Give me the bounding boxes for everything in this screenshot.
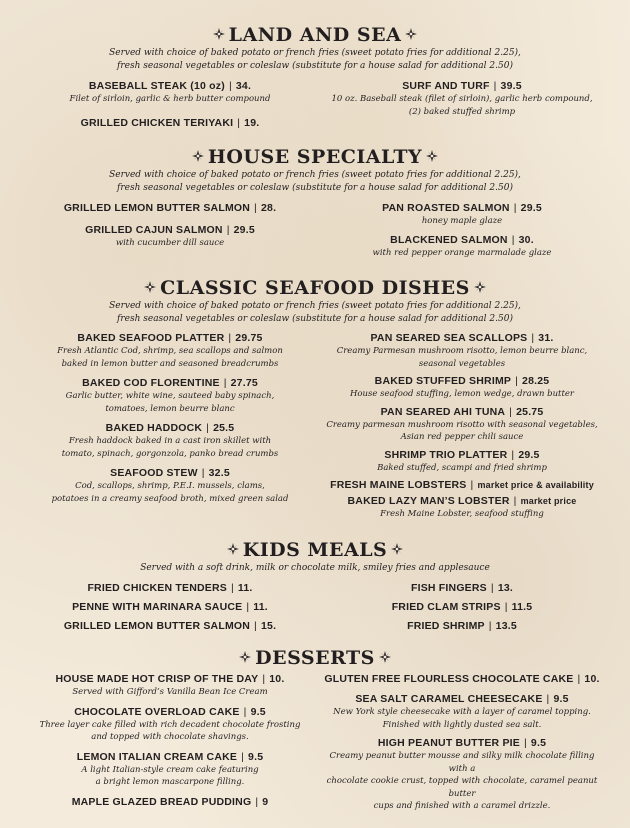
- item-description: baked in lemon butter and seasoned breadcrumbs: [61, 358, 279, 369]
- menu-item: HIGH PEANUT BUTTER PIE | 9.5 Creamy peanut butter mousse and silky milk chocolate filling with a chocolate cookie crust, topped with chocolate, caramel peanut butter cups and finished with a caramel drizzle.: [322, 736, 602, 813]
- item-name: PAN SEARED SEA SCALLOPS: [370, 332, 528, 344]
- item-name: HIGH PEANUT BUTTER PIE: [377, 737, 520, 749]
- compass-rose-icon: [239, 651, 251, 663]
- item-description: Creamy Parmesan mushroom risotto, lemon beurre blanc,: [336, 346, 588, 356]
- item-price: 25.5: [213, 422, 235, 434]
- item-price: 19.: [244, 116, 260, 129]
- item-description: cups and finished with a caramel drizzle.: [373, 801, 551, 811]
- item-description: with cucumber dill sauce: [115, 238, 225, 248]
- item-price: 29.5: [518, 448, 540, 461]
- compass-rose-icon: [144, 281, 156, 293]
- section-house-specialty: [0, 146, 630, 265]
- menu-item: SEAFOOD STEW | 32.5 Cod, scallops, shrimp, P.E.I. mussels, clams, potatoes in a creamy seafood broth, mixed green salad: [30, 466, 310, 505]
- section-title-text: LAND AND SEA: [228, 24, 402, 46]
- section-note-line: fresh seasonal vegetables or coleslaw (substitute for a house salad for additional 2.50): [117, 314, 513, 324]
- menu-item: PAN ROASTED SALMON | 29.5 honey maple glaze: [322, 201, 602, 228]
- item-price: 29.5: [520, 202, 542, 214]
- item-name: PENNE WITH MARINARA SAUCE: [72, 601, 243, 613]
- section-note: [0, 47, 630, 73]
- item-name: SEAFOOD STEW: [110, 467, 198, 479]
- item-description: Fresh Atlantic Cod, shrimp, sea scallops and salmon: [57, 346, 283, 356]
- item-description: Served with Gifford’s Vanilla Bean Ice Cream: [72, 687, 268, 697]
- menu-item: FISH FINGERS | 13.: [410, 582, 514, 594]
- section-note: [0, 169, 630, 195]
- compass-rose-icon: [474, 281, 486, 293]
- item-price: 10.: [584, 673, 600, 685]
- item-name: GRILLED LEMON BUTTER SALMON: [63, 620, 251, 632]
- compass-rose-icon: [379, 651, 391, 663]
- menu-item: BAKED COD FLORENTINE | 27.75 Garlic butter, white wine, sauteed baby spinach, tomatoes, lemon beurre blanc: [30, 376, 310, 415]
- item-price: 11.: [237, 582, 253, 594]
- item-price: 9.5: [553, 693, 569, 705]
- compass-rose-icon: [213, 28, 225, 40]
- section-note-line: fresh seasonal vegetables or coleslaw (substitute for a house salad for additional 2.50): [117, 61, 513, 71]
- section-title: [0, 277, 630, 299]
- item-description: New York style cheesecake with a layer of caramel topping.: [333, 707, 591, 717]
- item-name: GRILLED LEMON BUTTER SALMON: [63, 202, 251, 214]
- item-name: FRIED SHRIMP: [407, 620, 485, 632]
- item-price: 30.: [518, 233, 534, 246]
- section-note-line: fresh seasonal vegetables or coleslaw (substitute for a house salad for additional 2.50): [117, 183, 513, 193]
- item-price: 11.5: [511, 601, 533, 613]
- item-name: BAKED LAZY MAN’S LOBSTER: [347, 495, 510, 507]
- menu-item: GRILLED LEMON BUTTER SALMON | 28.: [63, 202, 277, 214]
- item-description: chocolate cookie crust, topped with chocolate, caramel peanut butter: [326, 776, 598, 799]
- compass-rose-icon: [426, 150, 438, 162]
- item-name: FRESH MAINE LOBSTERS: [330, 479, 467, 491]
- section-title: [0, 146, 630, 168]
- item-name: BAKED HADDOCK: [105, 422, 203, 434]
- section-note-line: Served with choice of baked potato or french fries (sweet potato fries for additional 2.25),: [109, 301, 521, 311]
- menu-item: FRESH MAINE LOBSTERS | market price & availability: [330, 479, 594, 491]
- item-price: 32.5: [208, 467, 230, 479]
- section-land-and-sea: [0, 24, 630, 133]
- section-note-line: Served with a soft drink, milk or chocolate milk, smiley fries and applesauce: [140, 563, 490, 573]
- section-note: [0, 300, 630, 326]
- section-title: [0, 647, 630, 669]
- menu-item: FRIED CHICKEN TENDERS | 11.: [87, 582, 253, 594]
- menu-item: HOUSE MADE HOT CRISP OF THE DAY | 10. Served with Gifford’s Vanilla Bean Ice Cream: [30, 672, 310, 699]
- menu-item: PAN SEARED SEA SCALLOPS | 31. Creamy Parmesan mushroom risotto, lemon beurre blanc, seasonal vegetables: [322, 331, 602, 370]
- item-description: Creamy parmesan mushroom risotto with seasonal vegetables,: [326, 419, 598, 430]
- item-name: PAN SEARED AHI TUNA: [380, 405, 506, 418]
- item-name: FRIED CLAM STRIPS: [391, 601, 501, 613]
- item-price: 39.5: [500, 80, 522, 92]
- menu-item: PENNE WITH MARINARA SAUCE | 11.: [72, 601, 268, 613]
- item-name: BLACKENED SALMON: [390, 233, 508, 246]
- item-price: 29.5: [233, 224, 255, 236]
- item-price: 13.5: [495, 620, 517, 632]
- item-price: 15.: [260, 620, 277, 632]
- item-name: MAPLE GLAZED BREAD PUDDING: [71, 795, 252, 808]
- item-name: BAKED SEAFOOD PLATTER: [77, 332, 225, 344]
- item-name: GLUTEN FREE FLOURLESS CHOCOLATE CAKE: [324, 673, 574, 685]
- item-price: market price & availability: [477, 480, 594, 490]
- section-kids-meals: [0, 539, 630, 635]
- item-price: market price: [520, 496, 577, 506]
- item-description: and topped with chocolate shavings.: [91, 732, 249, 742]
- menu-item: SHRIMP TRIO PLATTER | 29.5 Baked stuffed, scampi and fried shrimp: [322, 448, 602, 475]
- item-price: 25.75: [516, 405, 544, 418]
- item-description: with red pepper orange marmalade glaze: [372, 247, 552, 258]
- item-price: 9: [262, 795, 269, 808]
- item-description: Fresh Maine Lobster, seafood stuffing: [380, 509, 544, 519]
- menu-item: FRIED CLAM STRIPS | 11.5: [391, 601, 533, 613]
- menu-item: SURF AND TURF | 39.5 10 oz. Baseball steak (filet of sirloin), garlic herb compound, (2) baked stuffed shrimp: [322, 79, 602, 118]
- item-description: A light Italian-style cream cake featuring: [81, 764, 259, 775]
- item-price: 9.5: [248, 750, 264, 763]
- section-title-text: KIDS MEALS: [242, 539, 388, 561]
- item-name: HOUSE MADE HOT CRISP OF THE DAY: [55, 673, 259, 685]
- item-name: FRIED CHICKEN TENDERS: [87, 582, 227, 594]
- item-description: Filet of sirloin, garlic & herb butter compound: [69, 94, 271, 104]
- menu-item: BLACKENED SALMON | 30. with red pepper orange marmalade glaze: [322, 233, 602, 260]
- menu-item: GRILLED CAJUN SALMON | 29.5 with cucumber dill sauce: [30, 223, 310, 250]
- menu-item: BAKED LAZY MAN’S LOBSTER | market price Fresh Maine Lobster, seafood stuffing: [322, 494, 602, 521]
- item-name: CHOCOLATE OVERLOAD CAKE: [74, 705, 240, 718]
- section-classic-seafood: [0, 277, 630, 526]
- compass-rose-icon: [192, 150, 204, 162]
- item-description: tomatoes, lemon beurre blanc: [105, 403, 235, 414]
- item-name: SHRIMP TRIO PLATTER: [384, 448, 508, 461]
- section-title-text: DESSERTS: [255, 647, 375, 669]
- item-description: Three layer cake filled with rich decadent chocolate frosting: [39, 719, 301, 730]
- item-price: 9.5: [530, 737, 547, 749]
- menu-item: BAKED HADDOCK | 25.5 Fresh haddock baked in a cast iron skillet with tomato, spinach, gorgonzola, panko bread crumbs: [30, 421, 310, 460]
- menu-item: PAN SEARED AHI TUNA | 25.75 Creamy parmesan mushroom risotto with seasonal vegetables, Asian red pepper chili sauce: [322, 405, 602, 444]
- section-title-text: CLASSIC SEAFOOD DISHES: [160, 277, 470, 299]
- compass-rose-icon: [405, 28, 417, 40]
- item-name: PAN ROASTED SALMON: [382, 202, 510, 214]
- menu-item: FRIED SHRIMP | 13.5: [407, 620, 517, 632]
- menu-item: MAPLE GLAZED BREAD PUDDING | 9: [71, 795, 269, 808]
- item-description: 10 oz. Baseball steak (filet of sirloin), garlic herb compound,: [331, 94, 593, 104]
- item-name: GRILLED CAJUN SALMON: [85, 224, 223, 236]
- menu-item: CHOCOLATE OVERLOAD CAKE | 9.5 Three layer cake filled with rich decadent chocolate frosting and topped with chocolate shavings.: [30, 705, 310, 744]
- item-description: Creamy peanut butter mousse and silky milk chocolate filling with a: [329, 751, 595, 774]
- menu-item: BAKED STUFFED SHRIMP | 28.25 House seafood stuffing, lemon wedge, drawn butter: [322, 374, 602, 401]
- item-price: 9.5: [250, 705, 266, 718]
- item-name: BAKED COD FLORENTINE: [82, 377, 220, 389]
- item-description: House seafood stuffing, lemon wedge, drawn butter: [350, 389, 574, 399]
- item-description: seasonal vegetables: [418, 358, 506, 369]
- menu-item: GRILLED CHICKEN TERIYAKI | 19.: [80, 116, 260, 129]
- item-name: SEA SALT CARAMEL CHEESECAKE: [355, 693, 543, 705]
- item-description: Cod, scallops, shrimp, P.E.I. mussels, clams,: [75, 481, 265, 491]
- item-price: 28.25: [522, 375, 550, 387]
- item-description: honey maple glaze: [421, 216, 503, 226]
- item-name: BAKED STUFFED SHRIMP: [374, 375, 512, 387]
- item-description: Asian red pepper chili sauce: [400, 432, 524, 442]
- item-description: Fresh haddock baked in a cast iron skillet with: [68, 436, 272, 446]
- compass-rose-icon: [227, 543, 239, 555]
- compass-rose-icon: [391, 543, 403, 555]
- item-name: BASEBALL STEAK (10 oz): [88, 80, 225, 92]
- item-price: 10.: [269, 673, 285, 685]
- item-price: 34.: [235, 80, 252, 92]
- section-note: [0, 562, 630, 575]
- item-description: Garlic butter, white wine, sauteed baby spinach,: [65, 391, 275, 401]
- item-price: 28.: [260, 202, 277, 214]
- item-description: (2) baked stuffed shrimp: [408, 106, 516, 117]
- item-description: Finished with lightly dusted sea salt.: [382, 719, 542, 730]
- item-name: LEMON ITALIAN CREAM CAKE: [76, 750, 238, 763]
- item-price: 11.: [253, 601, 268, 613]
- menu-item: SEA SALT CARAMEL CHEESECAKE | 9.5 New York style cheesecake with a layer of caramel topping. Finished with lightly dusted sea salt.: [322, 692, 602, 731]
- menu-item: BAKED SEAFOOD PLATTER | 29.75 Fresh Atlantic Cod, shrimp, sea scallops and salmon baked in lemon butter and seasoned breadcrumbs: [30, 331, 310, 370]
- item-name: GRILLED CHICKEN TERIYAKI: [80, 116, 234, 129]
- item-description: potatoes in a creamy seafood broth, mixed green salad: [51, 493, 289, 504]
- item-name: FISH FINGERS: [410, 582, 487, 594]
- item-price: 29.75: [235, 332, 263, 344]
- item-description: Baked stuffed, scampi and fried shrimp: [377, 462, 547, 473]
- section-title-text: HOUSE SPECIALTY: [207, 146, 423, 168]
- item-price: 31.: [538, 332, 554, 344]
- menu-item: BASEBALL STEAK (10 oz) | 34. Filet of sirloin, garlic & herb butter compound: [30, 79, 310, 106]
- section-title: [0, 539, 630, 561]
- item-price: 13.: [497, 582, 514, 594]
- menu-item: GRILLED LEMON BUTTER SALMON | 15.: [63, 620, 277, 632]
- menu-item: LEMON ITALIAN CREAM CAKE | 9.5 A light Italian-style cream cake featuring a bright lemon mascarpone filling.: [30, 750, 310, 789]
- section-title: [0, 24, 630, 46]
- item-price: 27.75: [230, 377, 258, 389]
- section-desserts: [0, 647, 630, 819]
- item-description: tomato, spinach, gorgonzola, panko bread crumbs: [61, 448, 279, 459]
- item-name: SURF AND TURF: [402, 80, 490, 92]
- section-note-line: Served with choice of baked potato or french fries (sweet potato fries for additional 2.25),: [109, 48, 521, 58]
- menu-item: GLUTEN FREE FLOURLESS CHOCOLATE CAKE | 10.: [324, 673, 600, 685]
- section-note-line: Served with choice of baked potato or french fries (sweet potato fries for additional 2.25),: [109, 170, 521, 180]
- item-description: a bright lemon mascarpone filling.: [95, 777, 245, 787]
